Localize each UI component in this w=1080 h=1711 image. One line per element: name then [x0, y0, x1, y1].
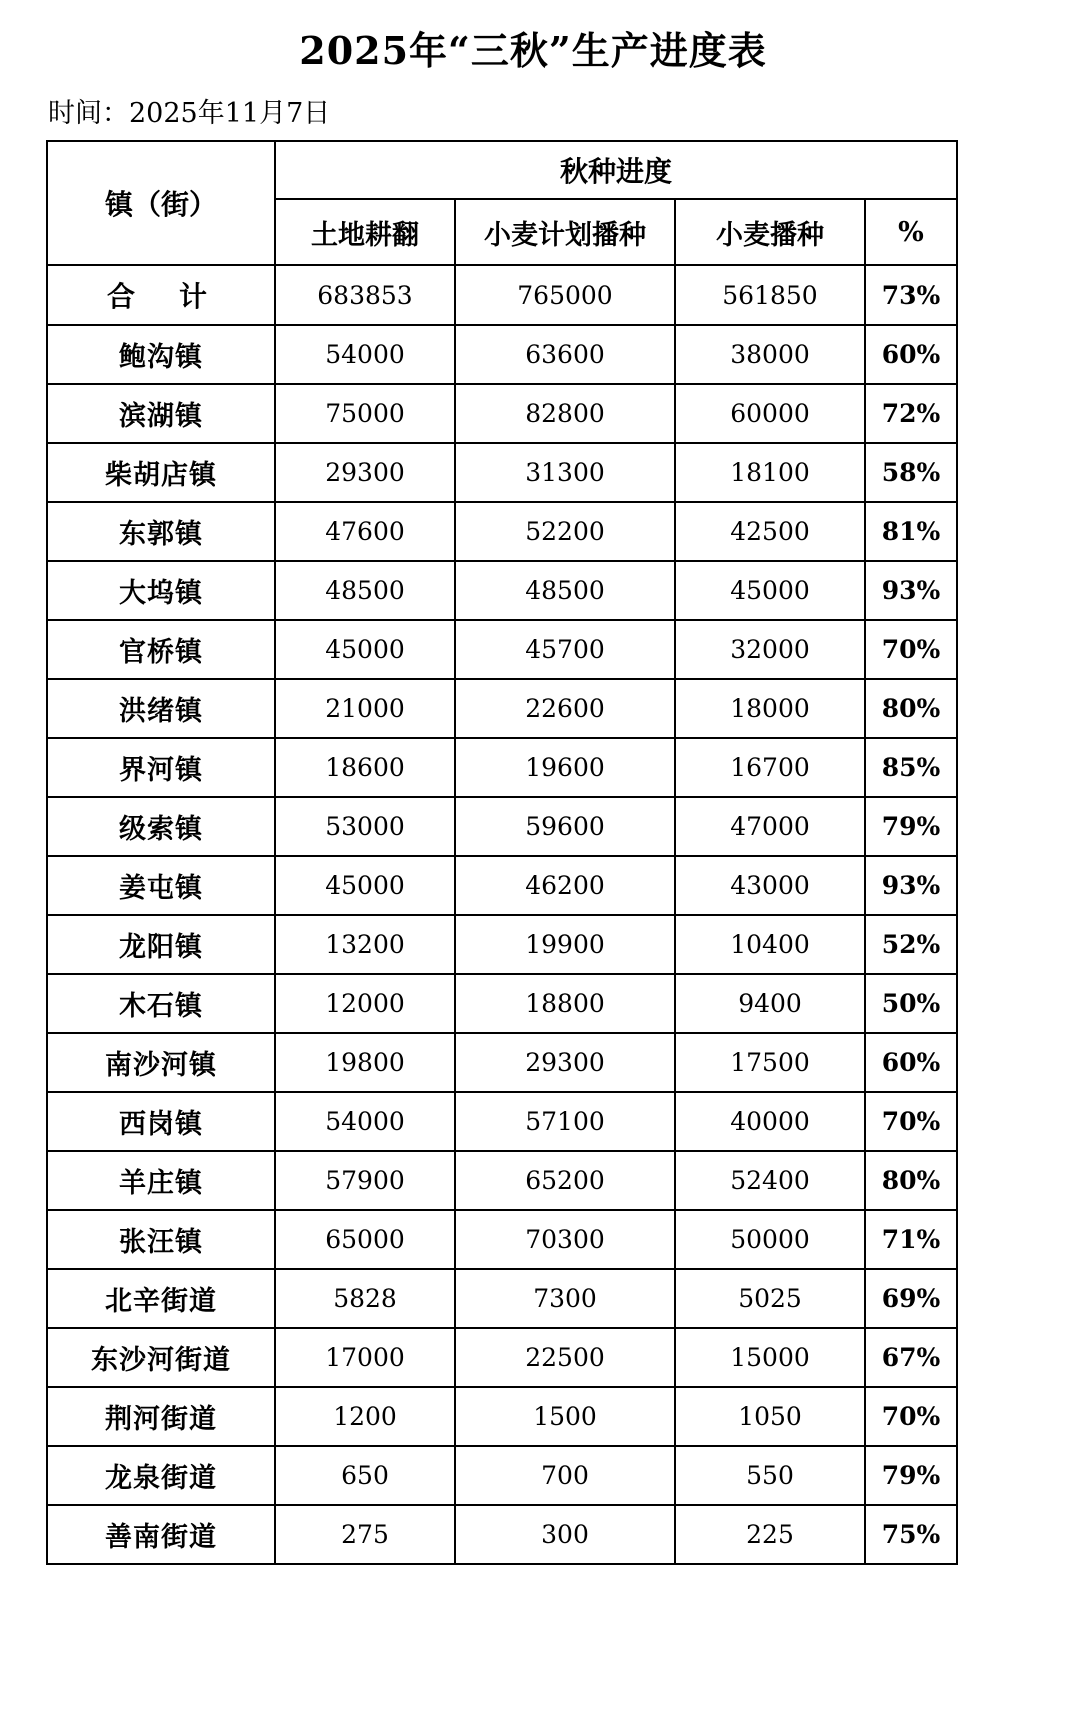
row-wheat-plan: 19900 [455, 915, 675, 974]
row-tillage: 75000 [275, 384, 455, 443]
row-percent: 81% [865, 502, 957, 561]
total-tillage: 683853 [275, 265, 455, 325]
row-town-name: 北辛街道 [47, 1269, 275, 1328]
row-percent: 93% [865, 561, 957, 620]
row-wheat-sown: 18100 [675, 443, 865, 502]
row-percent: 71% [865, 1210, 957, 1269]
row-wheat-sown: 1050 [675, 1387, 865, 1446]
row-percent: 79% [865, 1446, 957, 1505]
table-row [47, 620, 957, 679]
row-percent: 67% [865, 1328, 957, 1387]
row-percent: 79% [865, 797, 957, 856]
row-percent: 80% [865, 1151, 957, 1210]
row-town-name: 东郭镇 [47, 502, 275, 561]
table-row [47, 1151, 957, 1210]
row-wheat-sown: 45000 [675, 561, 865, 620]
row-wheat-plan: 300 [455, 1505, 675, 1564]
row-tillage: 47600 [275, 502, 455, 561]
row-tillage: 57900 [275, 1151, 455, 1210]
row-percent: 70% [865, 1387, 957, 1446]
row-wheat-plan: 1500 [455, 1387, 675, 1446]
row-town-name: 西岗镇 [47, 1092, 275, 1151]
table-row-total [47, 265, 957, 325]
row-town-name: 鲍沟镇 [47, 325, 275, 384]
row-tillage: 21000 [275, 679, 455, 738]
row-town-name: 羊庄镇 [47, 1151, 275, 1210]
row-tillage: 1200 [275, 1387, 455, 1446]
table-row [47, 974, 957, 1033]
total-percent: 73% [865, 265, 957, 325]
row-percent: 70% [865, 620, 957, 679]
table-row [47, 561, 957, 620]
table-row [47, 1269, 957, 1328]
row-town-name: 龙泉街道 [47, 1446, 275, 1505]
autumn-production-progress-table [46, 140, 958, 1565]
row-town-name: 官桥镇 [47, 620, 275, 679]
row-wheat-sown: 10400 [675, 915, 865, 974]
row-wheat-plan: 7300 [455, 1269, 675, 1328]
row-tillage: 65000 [275, 1210, 455, 1269]
row-tillage: 53000 [275, 797, 455, 856]
row-percent: 50% [865, 974, 957, 1033]
row-wheat-plan: 19600 [455, 738, 675, 797]
row-wheat-sown: 50000 [675, 1210, 865, 1269]
row-wheat-sown: 18000 [675, 679, 865, 738]
row-town-name: 柴胡店镇 [47, 443, 275, 502]
row-wheat-sown: 550 [675, 1446, 865, 1505]
row-percent: 80% [865, 679, 957, 738]
row-percent: 60% [865, 325, 957, 384]
table-row [47, 384, 957, 443]
row-wheat-plan: 70300 [455, 1210, 675, 1269]
row-town-name: 界河镇 [47, 738, 275, 797]
table-row [47, 1210, 957, 1269]
row-town-name: 南沙河镇 [47, 1033, 275, 1092]
row-percent: 58% [865, 443, 957, 502]
row-tillage: 48500 [275, 561, 455, 620]
row-wheat-plan: 22500 [455, 1328, 675, 1387]
row-percent: 72% [865, 384, 957, 443]
column-group-header-autumn-sowing: 秋种进度 [275, 141, 957, 199]
row-tillage: 45000 [275, 620, 455, 679]
table-row [47, 797, 957, 856]
row-wheat-sown: 225 [675, 1505, 865, 1564]
row-tillage: 19800 [275, 1033, 455, 1092]
row-percent: 70% [865, 1092, 957, 1151]
table-row [47, 1328, 957, 1387]
row-wheat-plan: 57100 [455, 1092, 675, 1151]
row-town-name: 龙阳镇 [47, 915, 275, 974]
table-row [47, 325, 957, 384]
row-tillage: 54000 [275, 1092, 455, 1151]
row-wheat-sown: 42500 [675, 502, 865, 561]
row-tillage: 54000 [275, 325, 455, 384]
row-wheat-sown: 52400 [675, 1151, 865, 1210]
row-percent: 75% [865, 1505, 957, 1564]
row-wheat-sown: 47000 [675, 797, 865, 856]
row-town-name: 荆河街道 [47, 1387, 275, 1446]
row-wheat-plan: 29300 [455, 1033, 675, 1092]
row-wheat-sown: 17500 [675, 1033, 865, 1092]
table-row [47, 738, 957, 797]
row-town-name: 大坞镇 [47, 561, 275, 620]
row-tillage: 18600 [275, 738, 455, 797]
table-row [47, 1505, 957, 1564]
row-percent: 93% [865, 856, 957, 915]
row-percent: 60% [865, 1033, 957, 1092]
row-wheat-plan: 82800 [455, 384, 675, 443]
row-town-name: 张汪镇 [47, 1210, 275, 1269]
row-percent: 85% [865, 738, 957, 797]
row-tillage: 12000 [275, 974, 455, 1033]
row-wheat-plan: 48500 [455, 561, 675, 620]
row-town-name: 滨湖镇 [47, 384, 275, 443]
page-title: 2025年“三秋”生产进度表 [299, 28, 767, 73]
table-row [47, 679, 957, 738]
table-row [47, 443, 957, 502]
row-wheat-plan: 700 [455, 1446, 675, 1505]
row-wheat-sown: 16700 [675, 738, 865, 797]
row-wheat-plan: 63600 [455, 325, 675, 384]
row-wheat-sown: 38000 [675, 325, 865, 384]
column-header-wheat-sown: 小麦播种 [675, 199, 865, 265]
row-tillage: 17000 [275, 1328, 455, 1387]
row-town-name: 洪绪镇 [47, 679, 275, 738]
row-percent: 69% [865, 1269, 957, 1328]
row-town-name: 级索镇 [47, 797, 275, 856]
total-wheat-plan: 765000 [455, 265, 675, 325]
total-label: 合 计 [47, 265, 275, 325]
row-tillage: 5828 [275, 1269, 455, 1328]
table-row [47, 502, 957, 561]
column-header-town: 镇（街） [47, 141, 275, 265]
report-date: 时间：2025年11月7日 [48, 98, 331, 129]
row-wheat-plan: 46200 [455, 856, 675, 915]
row-wheat-sown: 40000 [675, 1092, 865, 1151]
table-row [47, 1387, 957, 1446]
row-tillage: 45000 [275, 856, 455, 915]
row-tillage: 275 [275, 1505, 455, 1564]
table-row [47, 856, 957, 915]
row-wheat-sown: 32000 [675, 620, 865, 679]
row-wheat-plan: 31300 [455, 443, 675, 502]
row-wheat-plan: 52200 [455, 502, 675, 561]
row-tillage: 650 [275, 1446, 455, 1505]
row-town-name: 善南街道 [47, 1505, 275, 1564]
row-tillage: 29300 [275, 443, 455, 502]
row-town-name: 姜屯镇 [47, 856, 275, 915]
column-header-tillage: 土地耕翻 [275, 199, 455, 265]
row-wheat-plan: 45700 [455, 620, 675, 679]
row-town-name: 木石镇 [47, 974, 275, 1033]
row-wheat-plan: 22600 [455, 679, 675, 738]
table-row [47, 1092, 957, 1151]
table-row [47, 915, 957, 974]
table-row [47, 1033, 957, 1092]
row-tillage: 13200 [275, 915, 455, 974]
table-body [47, 265, 957, 1564]
table-row [47, 1446, 957, 1505]
column-header-percent: % [865, 199, 957, 265]
row-wheat-plan: 59600 [455, 797, 675, 856]
total-wheat-sown: 561850 [675, 265, 865, 325]
row-wheat-sown: 43000 [675, 856, 865, 915]
row-wheat-plan: 18800 [455, 974, 675, 1033]
row-wheat-plan: 65200 [455, 1151, 675, 1210]
row-wheat-sown: 9400 [675, 974, 865, 1033]
row-percent: 52% [865, 915, 957, 974]
row-wheat-sown: 60000 [675, 384, 865, 443]
table-header [47, 141, 957, 265]
row-town-name: 东沙河街道 [47, 1328, 275, 1387]
row-wheat-sown: 5025 [675, 1269, 865, 1328]
column-header-wheat-plan: 小麦计划播种 [455, 199, 675, 265]
row-wheat-sown: 15000 [675, 1328, 865, 1387]
